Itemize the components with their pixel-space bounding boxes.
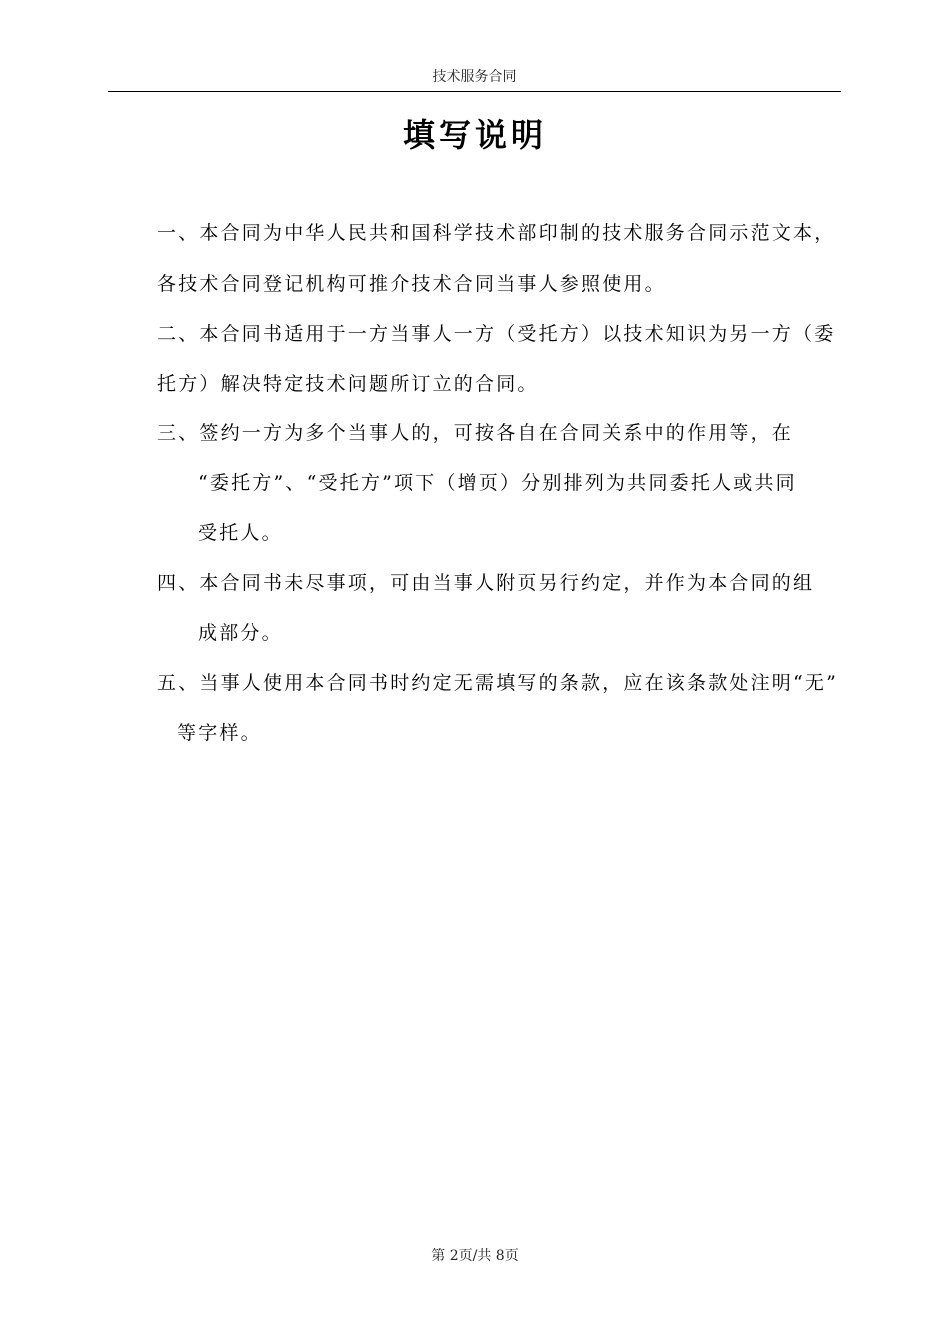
item-1-line-2: 各技术合同登记机构可推介技术合同当事人参照使用。 bbox=[157, 273, 666, 295]
page-title: 填写说明 bbox=[402, 116, 547, 154]
item-3-line-1: 三、签约一方为多个当事人的，可按各自在合同关系中的作用等，在 bbox=[157, 422, 794, 444]
item-5-line-2: 等字样。 bbox=[177, 722, 262, 744]
page-header: 技术服务合同 bbox=[432, 69, 517, 85]
item-2-line-2: 托方）解决特定技术问题所订立的合同。 bbox=[157, 373, 539, 395]
item-4-line-1: 四、本合同书未尽事项，可由当事人附页另行约定，并作为本合同的组 bbox=[157, 572, 815, 594]
item-1-line-1: 一、本合同为中华人民共和国科学技术部印制的技术服务合同示范文本， bbox=[157, 222, 836, 244]
item-4-line-2: 成部分。 bbox=[198, 622, 283, 644]
header-divider bbox=[108, 91, 841, 92]
page-number: 第 2页/共 8页 bbox=[431, 1248, 519, 1264]
item-2-line-1: 二、本合同书适用于一方当事人一方（受托方）以技术知识为另一方（委 bbox=[157, 323, 836, 345]
item-3-line-2: “委托方”、“受托方”项下（增页）分别排列为共同委托人或共同 bbox=[198, 472, 797, 494]
item-3-line-3: 受托人。 bbox=[198, 522, 283, 544]
item-5-line-1: 五、当事人使用本合同书时约定无需填写的条款，应在该条款处注明“无” bbox=[157, 672, 839, 694]
